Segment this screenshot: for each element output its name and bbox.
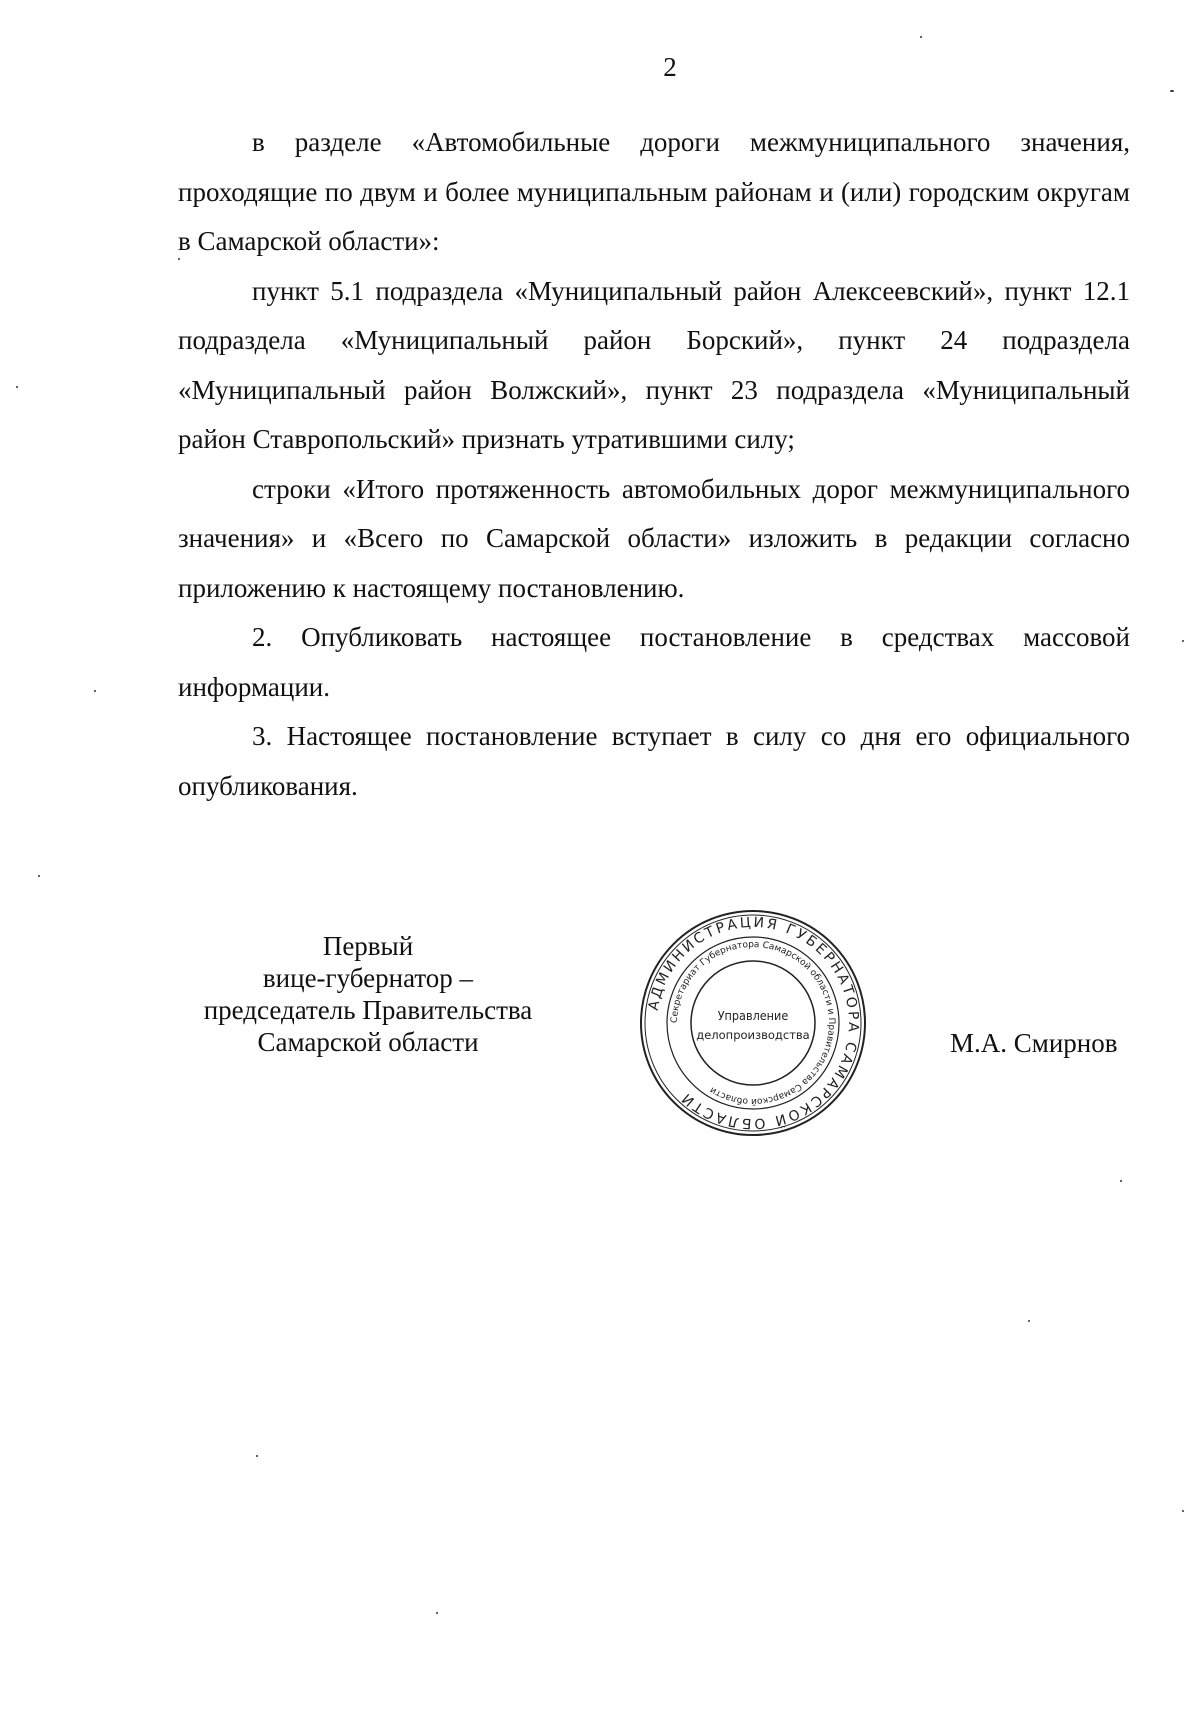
official-seal-stamp	[638, 908, 868, 1138]
paragraph-entry-into-force: 3. Настоящее постановление вступает в силу со дня его официального опубликования.	[178, 721, 1130, 801]
scan-speck	[1028, 1320, 1030, 1322]
scan-speck	[16, 386, 18, 388]
stamp-center-line: делопроизводства	[696, 1028, 810, 1042]
stamp-center-line: Управление	[717, 1008, 789, 1023]
scan-speck	[920, 36, 922, 38]
signatory-title-line: председатель Правительства	[203, 995, 533, 1025]
scan-speck	[94, 690, 96, 692]
scan-speck	[1182, 1510, 1184, 1512]
signatory-title-line: вице-губернатор –	[262, 963, 474, 993]
paragraph-rows-amendment: строки «Итого протяженность автомобильных дорог межмуниципального значения» и «Всего по Самарской области» изложить в редакции согласно приложению к настоящему постановлению.	[178, 473, 1130, 603]
paragraph-publication: 2. Опубликовать настоящее постановление в средствах массовой информации.	[178, 622, 1130, 702]
scan-speck	[1120, 1180, 1122, 1182]
paragraph-section-reference: в разделе «Автомобильные дороги межмуниципального значения, проходящие по двум и более муниципальным районам и (или) городским округам в Самарской области»:	[178, 127, 1130, 256]
stamp-outer-text: АДМИНИСТРАЦИЯ ГУБЕРНАТОРА САМАРСКОЙ ОБЛАСТИ	[645, 914, 862, 1132]
signatory-title-line: Первый	[322, 931, 414, 961]
scan-speck	[1170, 90, 1174, 92]
scan-speck	[178, 258, 180, 260]
stamp-inner-text: Секретариат Губернатора Самарской области и Правительства Самарской области	[669, 939, 837, 1107]
scan-speck	[38, 875, 40, 877]
scan-speck	[256, 1455, 258, 1457]
signatory-title	[178, 930, 558, 1058]
scan-speck	[436, 1612, 438, 1614]
page-number: 2	[663, 52, 677, 82]
signatory-name: М.А. Смирнов	[950, 1028, 1118, 1058]
document-body	[178, 118, 1130, 811]
signatory-title-line: Самарской области	[257, 1027, 479, 1057]
paragraph-repealed-items: пункт 5.1 подраздела «Муниципальный район Алексеевский», пункт 12.1 подраздела «Муниципальный район Борский», пункт 24 подраздела «Муниципальный район Волжский», пункт 23 подраздела «Муниципальный район Ставропольский» признать утратившими силу;	[178, 275, 1130, 454]
scan-speck	[1182, 640, 1184, 642]
